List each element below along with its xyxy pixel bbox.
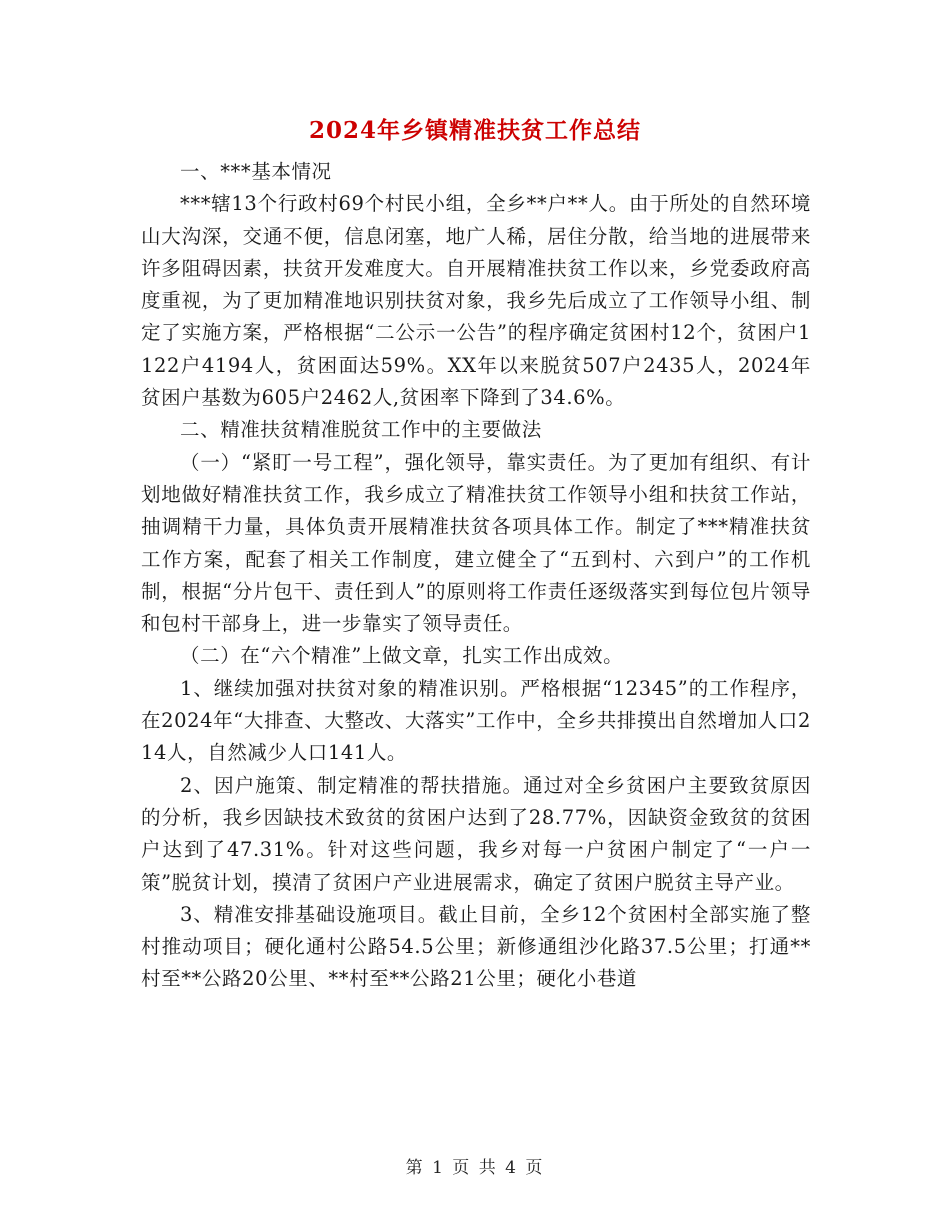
paragraph-identification: 1、继续加强对扶贫对象的精准识别。严格根据“12345”的工作程序，在2024年“大排查、大整改、大落实”工作中，全乡共排摸出自然增加人口214人，自然减少人口141人。 bbox=[141, 676, 811, 765]
paragraph-leadership: （一）“紧盯一号工程”，强化领导，靠实责任。为了更加有组织、有计划地做好精准扶贫工作，我乡成立了精准扶贫工作领导小组和扶贫工作站，抽调精干力量，具体负责开展精准扶贫各项具体工作。制定了***精准扶贫工作方案，配套了相关工作制度，建立健全了“五到村、六到户”的工作机制，根据“分片包干、责任到人”的原则将工作责任逐级落实到每位包片领导和包村干部身上，进一步靠实了领导责任。 bbox=[141, 450, 811, 636]
section-heading-2: 二、精准扶贫精准脱贫工作中的主要做法 bbox=[180, 418, 542, 442]
page-footer: 第 1 页 共 4 页 bbox=[405, 1158, 545, 1178]
document-title: 2024年乡镇精准扶贫工作总结 bbox=[308, 117, 641, 144]
subheading-six-precise: （二）在“六个精准”上做文章，扎实工作出成效。 bbox=[180, 644, 624, 668]
paragraph-measures: 2、因户施策、制定精准的帮扶措施。通过对全乡贫困户主要致贫原因的分析，我乡因缺技术致贫的贫困户达到了28.77%，因缺资金致贫的贫困户达到了47.31%。针对这些问题，我乡对每一户贫困户制定了“一户一策”脱贫计划，摸清了贫困户产业进展需求，确定了贫困户脱贫主导产业。 bbox=[141, 773, 811, 894]
paragraph-basic-situation: ***辖13个行政村69个村民小组，全乡**户**人。由于所处的自然环境山大沟深，交通不便，信息闭塞，地广人稀，居住分散，给当地的进展带来许多阻碍因素，扶贫开发难度大。自开展精准扶贫工作以来，乡党委政府高度重视，为了更加精准地识别扶贫对象，我乡先后成立了工作领导小组、制定了实施方案，严格根据“二公示一公告”的程序确定贫困村12个，贫困户1122户4194人，贫困面达59%。XX年以来脱贫507户2435人，2024年贫困户基数为605户2462人,贫困率下降到了34.6%。 bbox=[141, 192, 811, 410]
paragraph-infrastructure: 3、精准安排基础设施项目。截止目前，全乡12个贫困村全部实施了整村推动项目；硬化通村公路54.5公里；新修通组沙化路37.5公里；打通**村至**公路20公里、**村至**公路21公里；硬化小巷道 bbox=[141, 902, 811, 991]
document-body bbox=[141, 156, 811, 996]
section-heading-1: 一、***基本情况 bbox=[180, 160, 332, 183]
